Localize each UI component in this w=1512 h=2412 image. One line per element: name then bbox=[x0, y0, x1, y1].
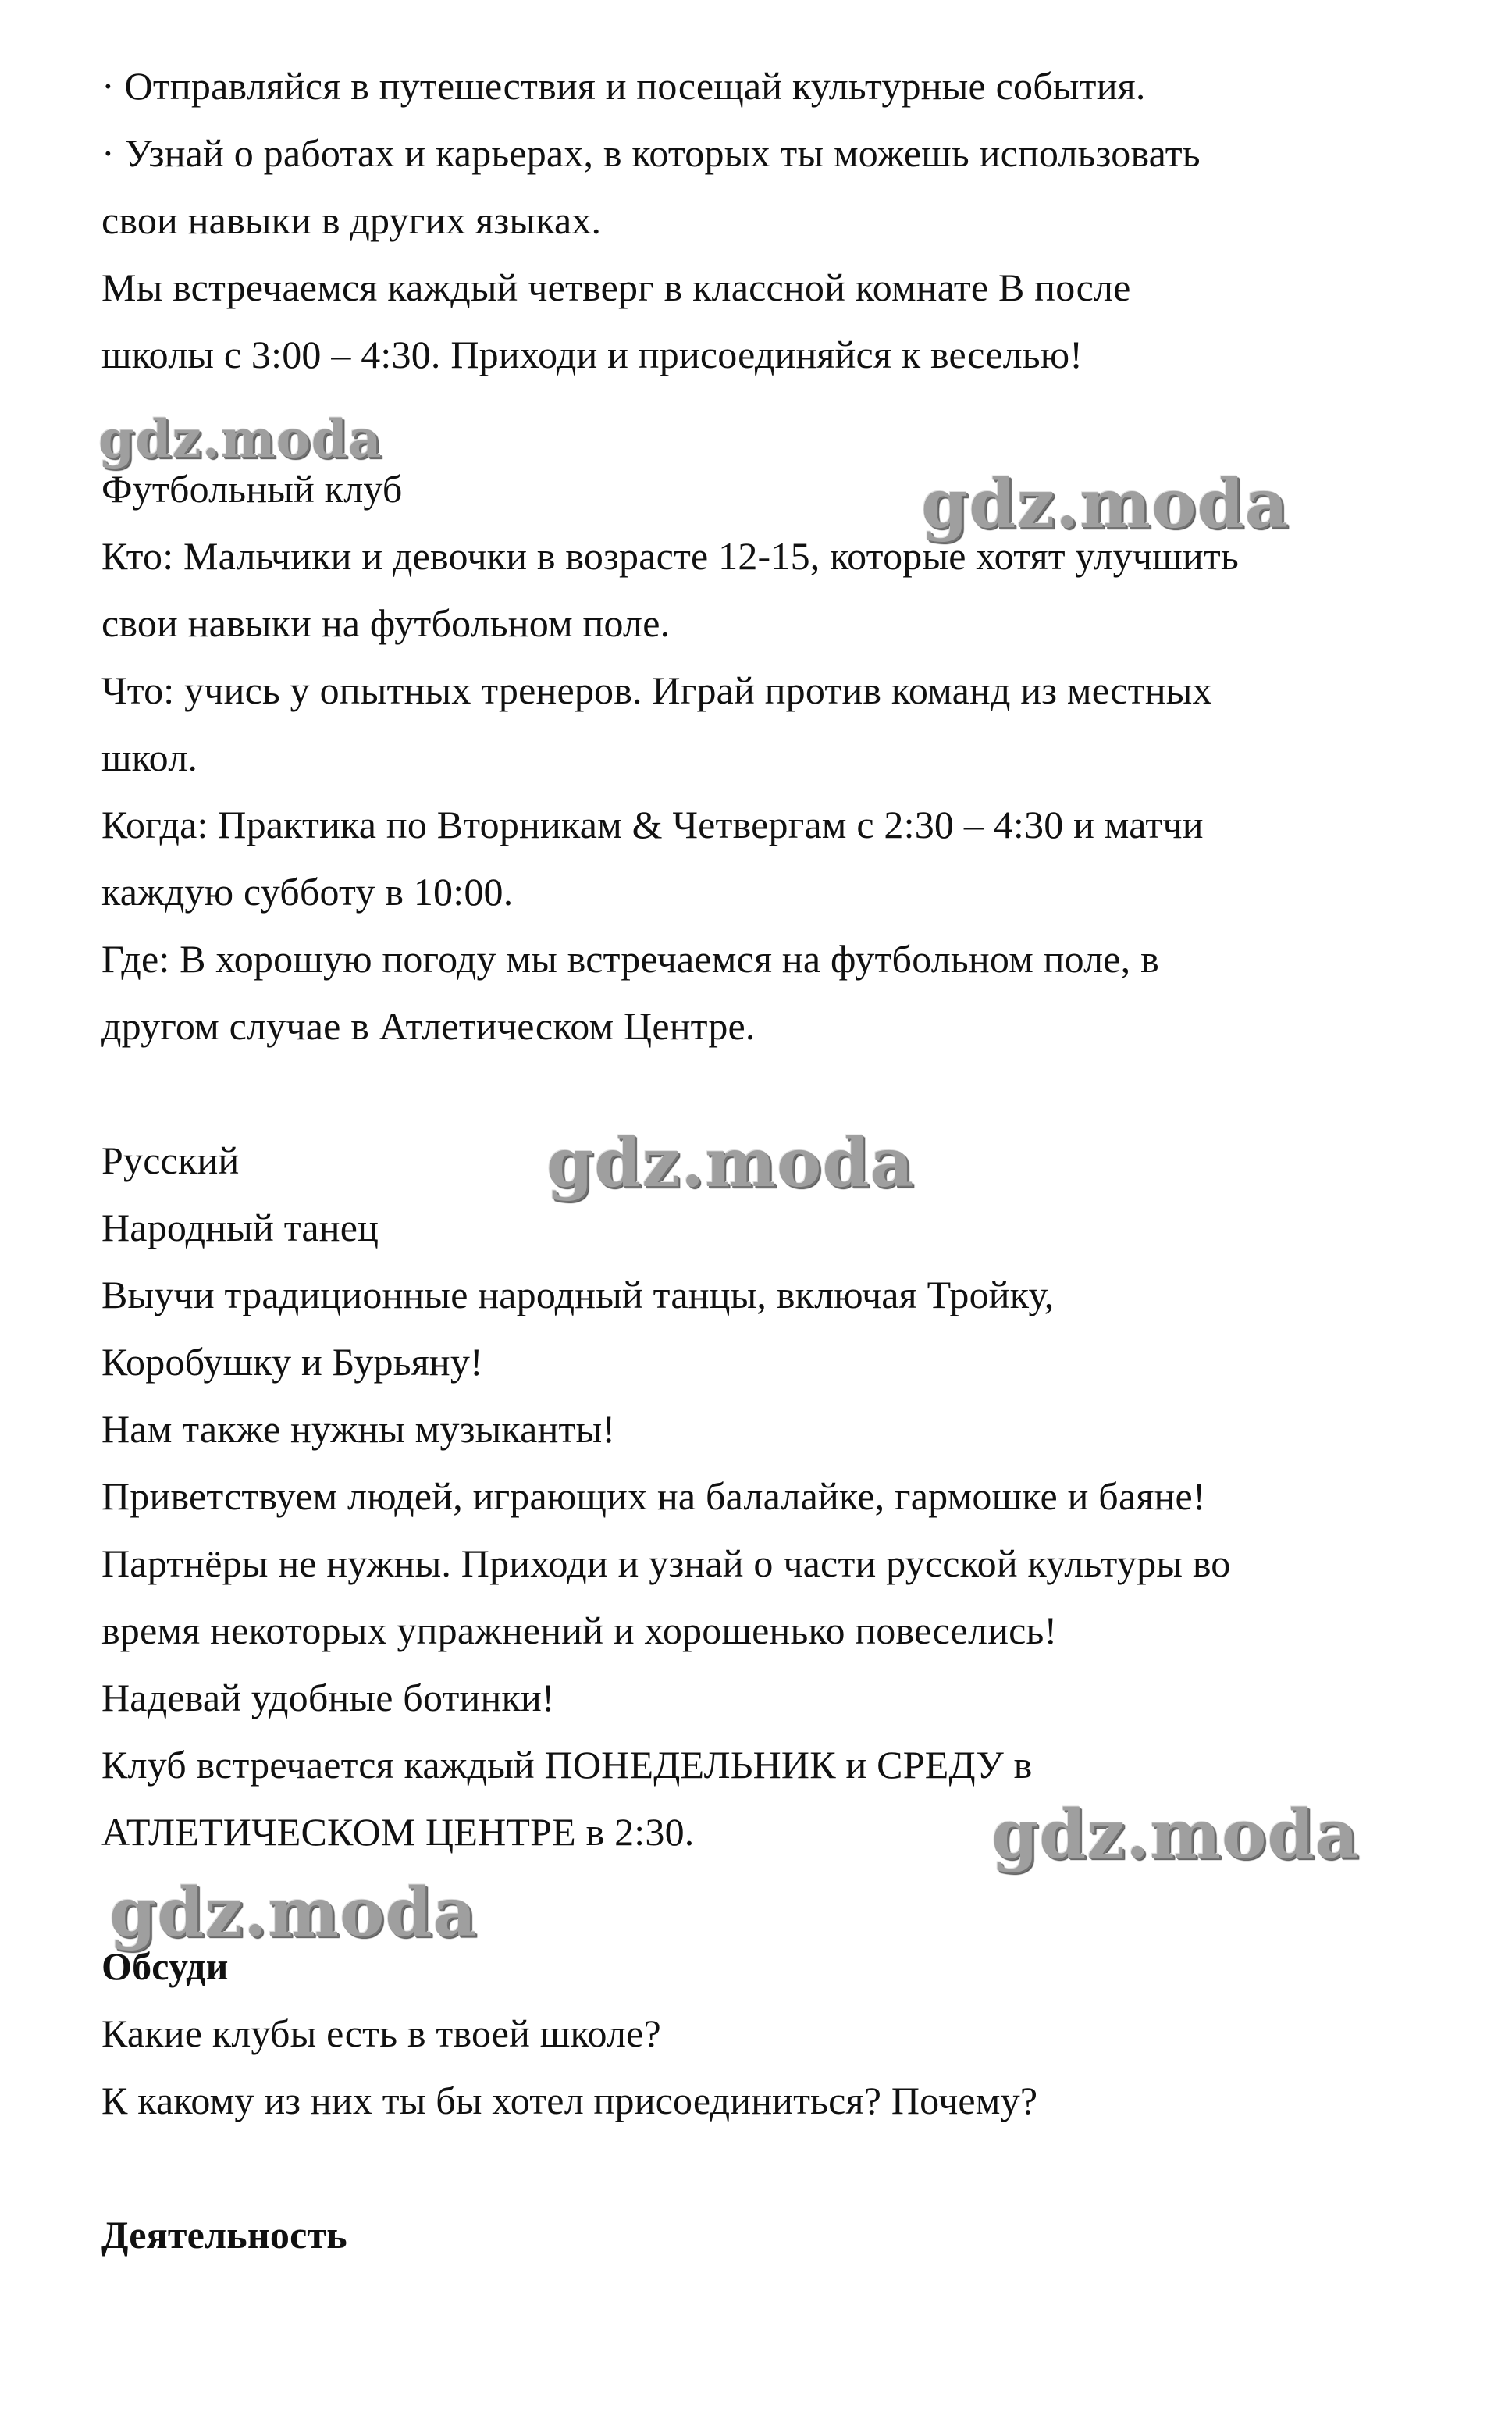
text-line-careers: · Узнай о работах и карьерах, в которых ты можешь использовать bbox=[101, 131, 1201, 175]
dance-text-welcome: Приветствуем людей, играющих на балалайке, гармошке и баяне! bbox=[101, 1474, 1206, 1518]
dance-title-line2: Народный танец bbox=[101, 1206, 379, 1249]
watermark-logo: gdz.moda bbox=[109, 1873, 478, 1952]
dance-text-meets: Клуб встречается каждый ПОНЕДЕЛЬНИК и СРЕДУ в bbox=[101, 1743, 1033, 1787]
watermark-logo: gdz.moda bbox=[991, 1795, 1360, 1874]
football-club-title: Футбольный клуб bbox=[101, 467, 403, 511]
text-line-meeting: Мы встречаемся каждый четверг в классной комнате B после bbox=[101, 265, 1131, 309]
football-who-cont: свои навыки на футбольном поле. bbox=[101, 601, 671, 645]
text-line-meeting-cont: школы с 3:00 – 4:30. Приходи и присоединяйся к веселью! bbox=[101, 333, 1083, 376]
dance-text-learn-cont: Коробушку и Бурьяну! bbox=[101, 1340, 483, 1384]
football-who: Кто: Мальчики и девочки в возрасте 12-15, которые хотят улучшить bbox=[101, 534, 1239, 578]
football-when: Когда: Практика по Вторникам & Четвергам с 2:30 – 4:30 и матчи bbox=[101, 803, 1204, 846]
dance-text-learn: Выучи традиционные народный танцы, включая Тройку, bbox=[101, 1273, 1055, 1316]
dance-text-partners: Партнёры не нужны. Приходи и узнай о части русской культуры во bbox=[101, 1541, 1231, 1585]
football-when-cont: каждую субботу в 10:00. bbox=[101, 870, 514, 914]
discuss-question-1: Какие клубы есть в твоей школе? bbox=[101, 2011, 661, 2055]
football-where: Где: В хорошую погоду мы встречаемся на футбольном поле, в bbox=[101, 937, 1159, 981]
football-where-cont: другом случае в Атлетическом Центре. bbox=[101, 1004, 756, 1048]
dance-text-musicians: Нам также нужны музыканты! bbox=[101, 1407, 616, 1451]
text-line-careers-cont: свои навыки в других языках. bbox=[101, 198, 602, 242]
watermark-logo: gdz.moda bbox=[98, 408, 382, 469]
discuss-question-2: К какому из них ты бы хотел присоединиться? Почему? bbox=[101, 2079, 1038, 2122]
dance-title-line1: Русский bbox=[101, 1138, 240, 1182]
football-what: Что: учись у опытных тренеров. Играй против команд из местных bbox=[101, 668, 1212, 712]
dance-text-shoes: Надевай удобные ботинки! bbox=[101, 1676, 555, 1719]
watermark-logo: gdz.moda bbox=[546, 1124, 915, 1202]
football-what-cont: школ. bbox=[101, 736, 198, 779]
discuss-heading: Обсуди bbox=[101, 1944, 229, 1988]
activity-heading: Деятельность bbox=[101, 2213, 347, 2257]
text-line-travel: · Отправляйся в путешествия и посещай культурные события. bbox=[101, 64, 1146, 108]
dance-text-meets-cont: АТЛЕТИЧЕСКОМ ЦЕНТРЕ в 2:30. bbox=[101, 1810, 695, 1854]
dance-text-partners-cont: время некоторых упражнений и хорошенько повеселись! bbox=[101, 1609, 1058, 1652]
watermark-logo: gdz.moda bbox=[921, 465, 1290, 543]
